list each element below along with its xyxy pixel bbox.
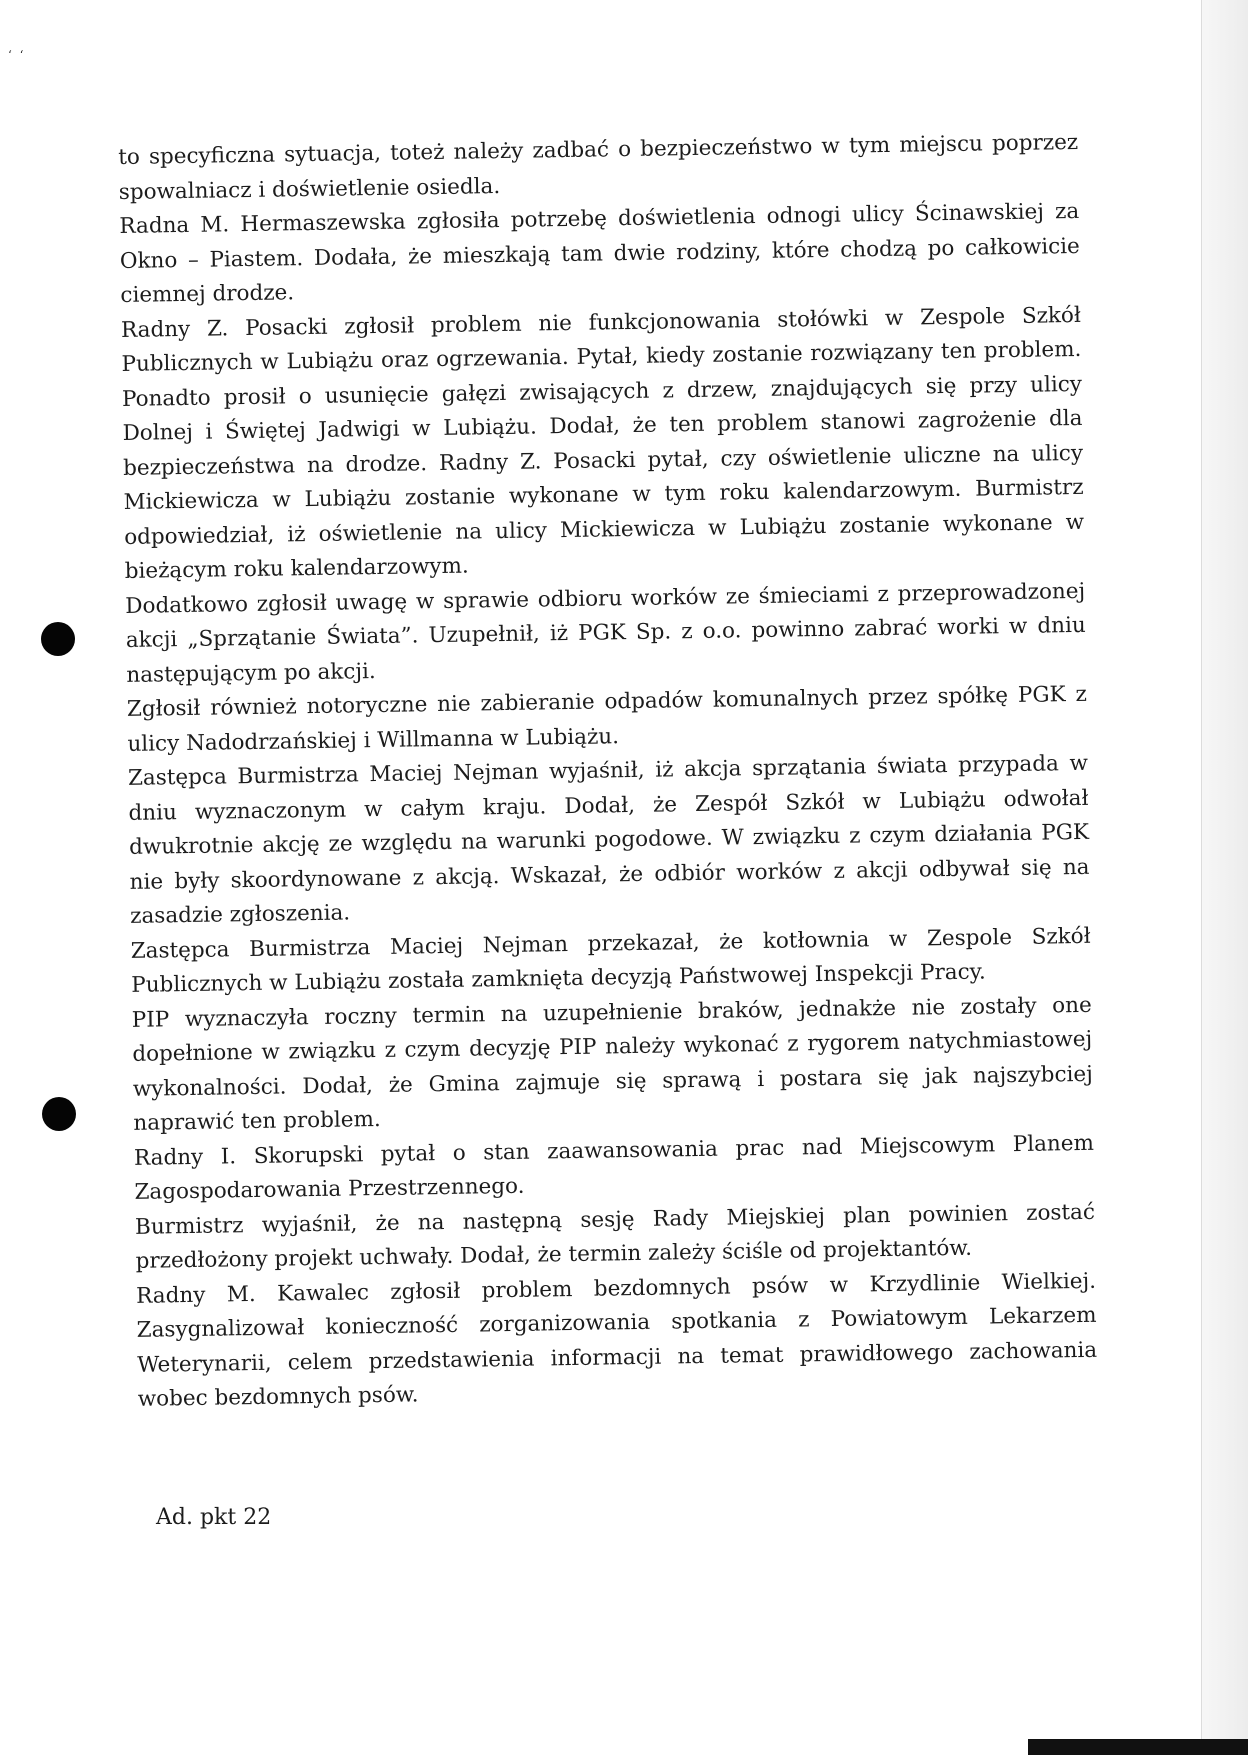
paragraph: Radna M. Hermaszewska zgłosiła potrzebę doświetlenia odnogi ulicy Ścinawskiej za Okno – Piastem. Dodała, że mieszkają tam dwie rodziny, które chodzą po całkowicie ciemnej drodze. xyxy=(119,198,1080,308)
paragraph: PIP wyznaczyła roczny termin na uzupełnienie braków, jednakże nie zostały one dopełnione w związku z czym decyzję PIP należy wykonać z rygorem natychmiastowej wykonalności. Dodał, że Gmina zajmuje się sprawą i postara się jak najszybciej naprawić ten problem. xyxy=(131,992,1093,1136)
paragraph: Radny M. Kawalec zgłosił problem bezdomnych psów w Krzydlinie Wielkiej. Zasygnalizował konieczność zorganizowania spotkania z Powiatowym Lekarzem Weterynarii, celem przedstawienia informacji na temat prawidłowego zachowania wobec bezdomnych psów. xyxy=(135,1268,1098,1412)
paragraph: to specyficzna sytuacja, toteż należy zadbać o bezpieczeństwo w tym miejscu poprzez spowalniacz i doświetlenie osiedla. xyxy=(118,129,1079,205)
punch-hole xyxy=(42,1097,76,1131)
scan-right-edge xyxy=(1201,0,1248,1755)
punch-hole xyxy=(41,622,75,656)
scan-bottom-edge xyxy=(1028,1739,1248,1755)
section-heading: Ad. pkt 22 xyxy=(156,1505,272,1530)
corner-mark: ʻ ʻ xyxy=(8,48,26,62)
paragraph: Radny I. Skorupski pytał o stan zaawansowania prac nad Miejscowym Planem Zagospodarowania Przestrzennego. xyxy=(133,1130,1095,1205)
paragraph: Dodatkowo zgłosił uwagę w sprawie odbioru worków ze śmieciami z przeprowadzonej akcji „Sprzątanie Świata”. Uzupełnił, iż PGK Sp. z o.o. powinno zabrać worki w dniu następującym po akcji. xyxy=(125,578,1086,688)
paragraph: Burmistrz wyjaśnił, że na następną sesję Rady Miejskiej plan powinien zostać przedłożony projekt uchwały. Dodał, że termin zależy ściśle od projektantów. xyxy=(134,1199,1096,1274)
paragraph: Zastępca Burmistrza Maciej Nejman przekazał, że kotłownia w Zespole Szkół Publicznych w Lubiążu została zamknięta decyzją Państwowej Inspekcji Pracy. xyxy=(130,923,1091,998)
paragraph: Zgłosił również notoryczne nie zabieranie odpadów komunalnych przez spółkę PGK z ulicy Nadodrzańskiej i Willmanna w Lubiążu. xyxy=(126,681,1088,757)
paragraph: Radny Z. Posacki zgłosił problem nie funkcjonowania stołówki w Zespole Szkół Publicznych w Lubiążu oraz ogrzewania. Pytał, kiedy zostanie rozwiązany ten problem. Ponadto prosił o usunięcie gałęzi zwisających z drzew, znajdujących się przy ulicy Dolnej i Świętej Jadwigi w Lubiążu. Dodał, że ten problem stanowi zagrożenie dla bezpieczeństwa na drodze. Radny Z. Posacki pytał, czy oświetlenie uliczne na ulicy Mickiewicza w Lubiążu zostanie wykonane w tym roku kalendarzowym. Burmistrz odpowiedział, iż oświetlenie na ulicy Mickiewicza w Lubiążu zostanie wykonane w bieżącym roku kalendarzowym. xyxy=(120,302,1085,584)
paragraph: Zastępca Burmistrza Maciej Nejman wyjaśnił, iż akcja sprzątania świata przypada w dniu wyznaczonym w całym kraju. Dodał, że Zespół Szkół w Lubiążu odwołał dwukrotnie akcję ze względu na warunki pogodowe. W związku z czym działania PGK nie były skoordynowane z akcją. Wskazał, że odbiór worków z akcji odbywał się na zasadzie zgłoszenia. xyxy=(127,750,1090,929)
document-body xyxy=(118,126,1098,1417)
